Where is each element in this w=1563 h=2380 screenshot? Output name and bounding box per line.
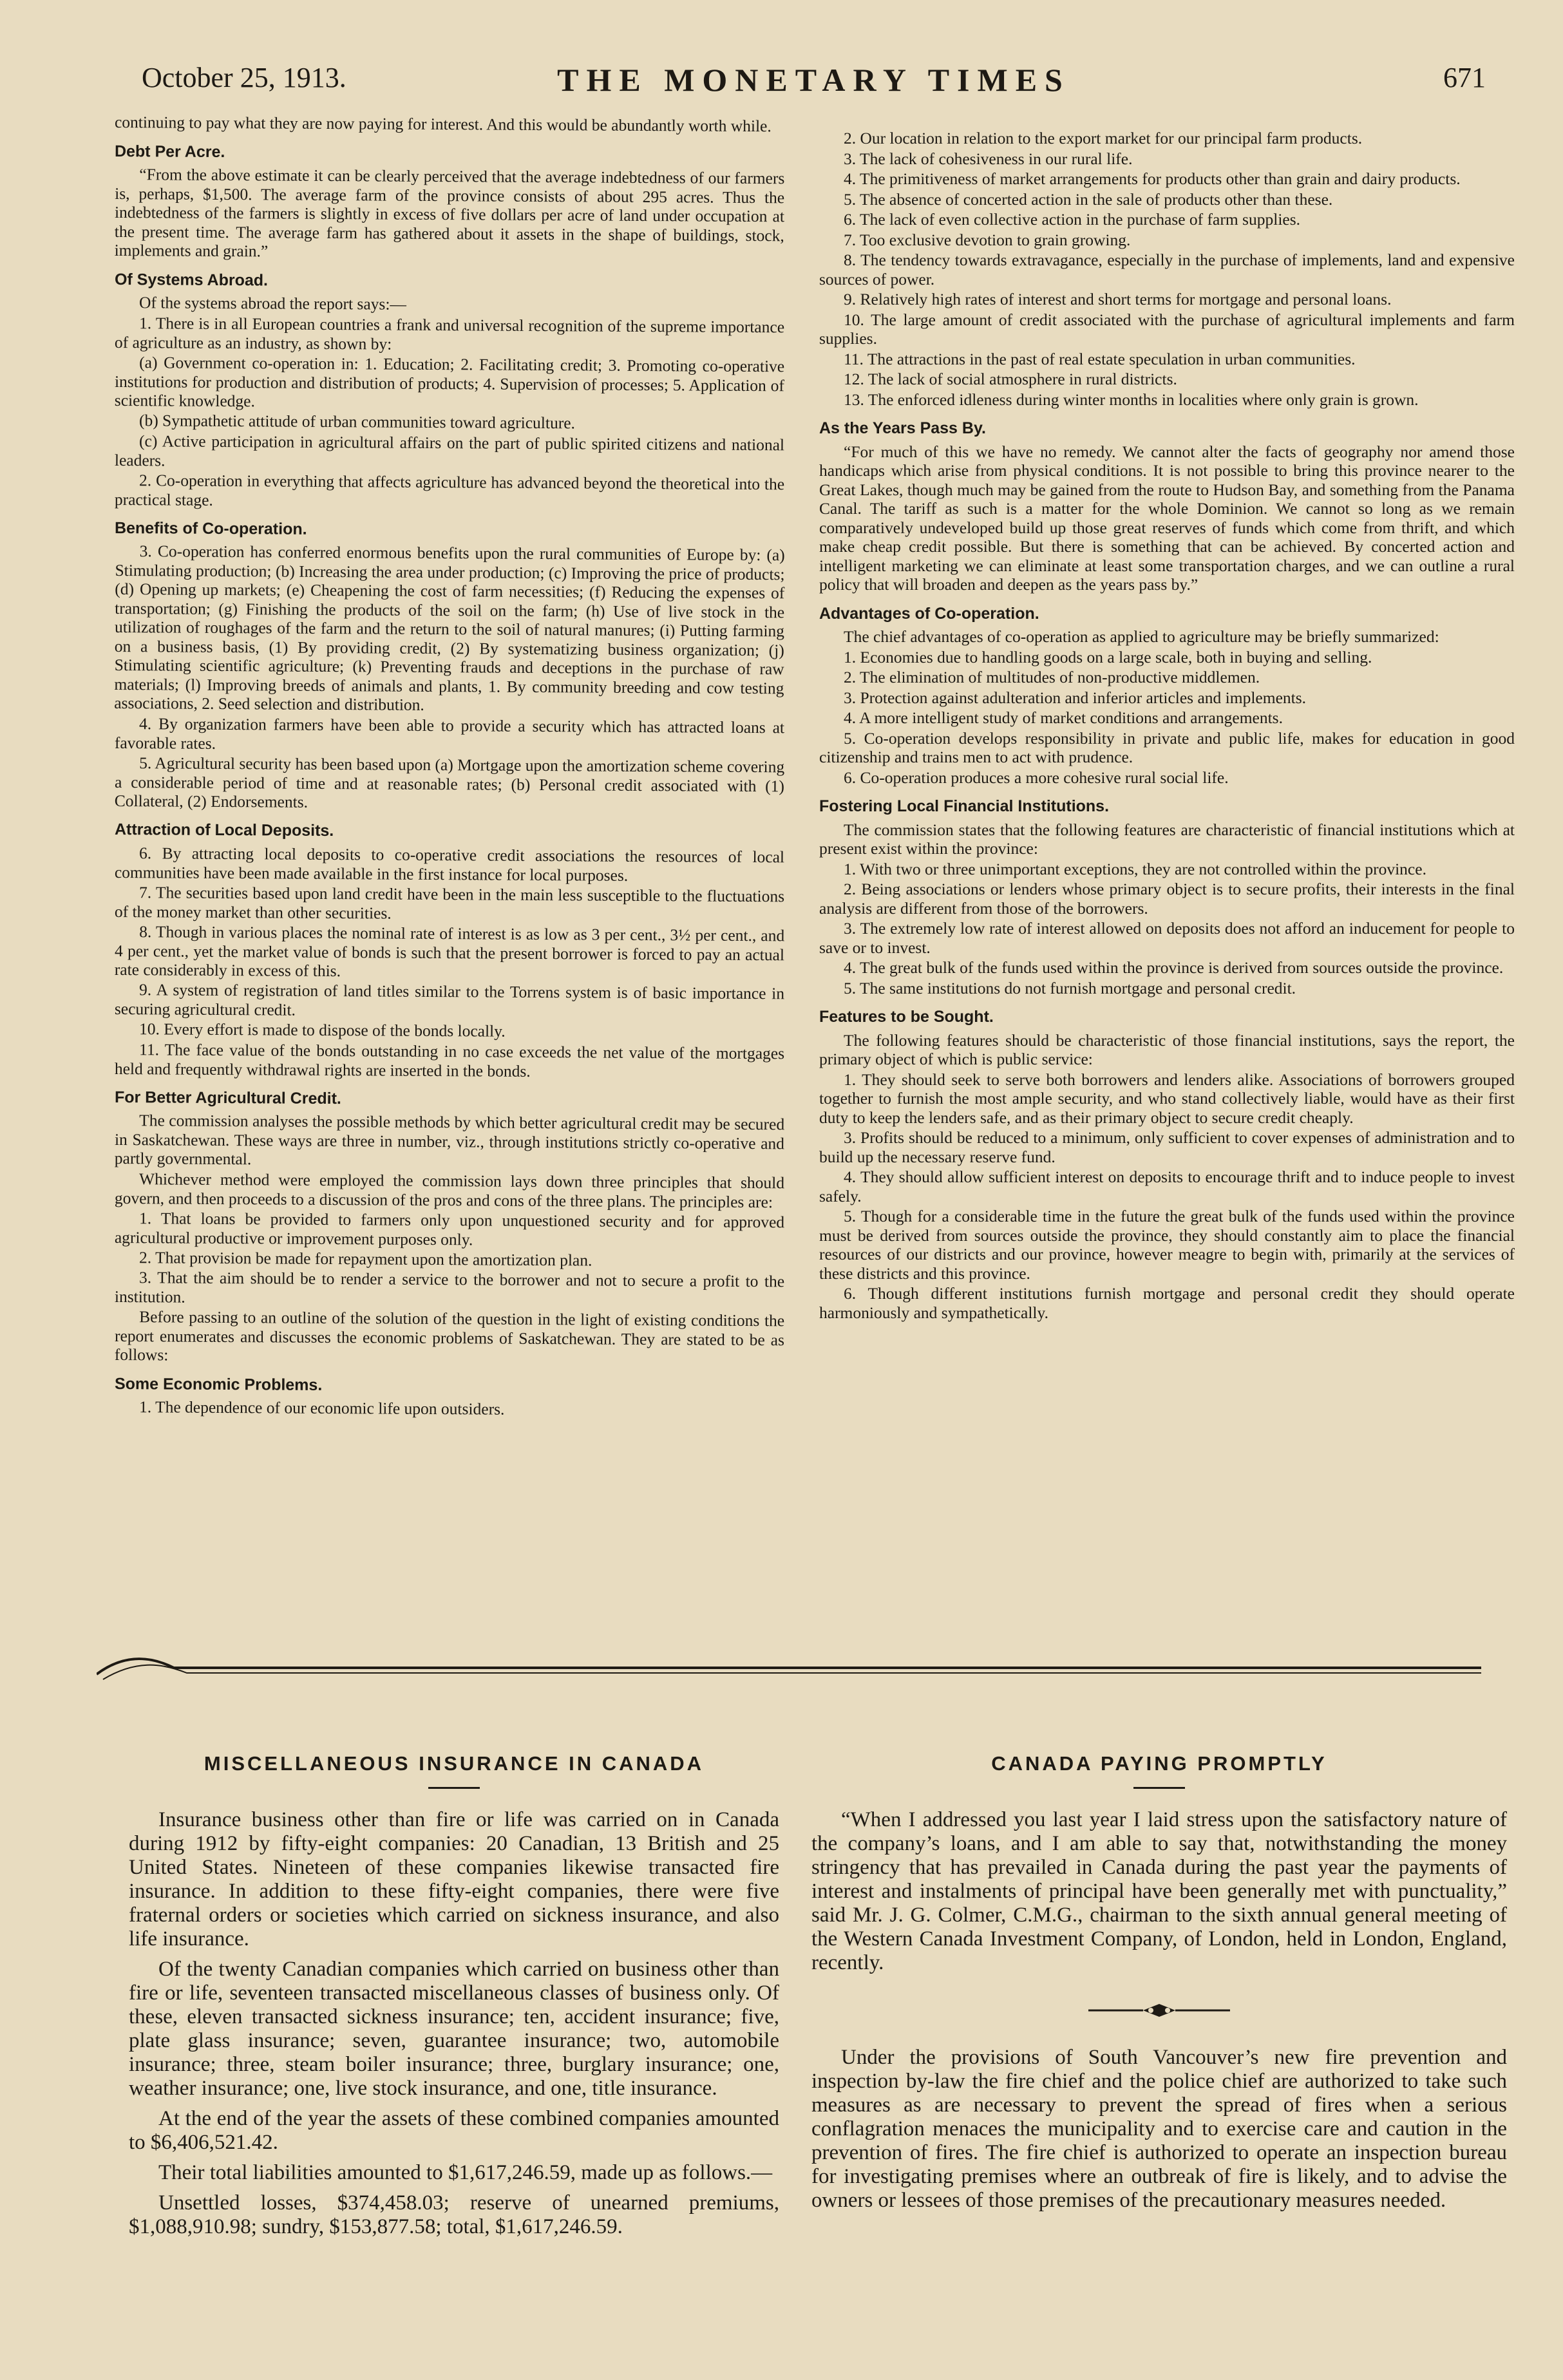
article-miscellaneous-insurance [129,1752,779,2245]
paragraph: 4. A more intelligent study of market conditions and arrangements. [844,708,1283,727]
paragraph: “From the above estimate it can be clearly perceived that the average indebtedness of our farmers is, perhaps, $1,500. The average farm of the province consists of about 295 acres. Thus the indebtedness of the farmers is slightly in excess of five dollars per acre of land under occupation at the present time. The average farm has gathered about it assets in the shape of buildings, stock, implements and grain.” [114,165,785,261]
paragraph: Insurance business other than fire or life was carried on in Canada during 1912 by fifty-eight companies: 20 Canadian, 13 British and 25 United States. Nineteen of these companies likewise transacted fire insurance. In addition to these fifty-eight companies, there were five fraternal orders or societies which carried on sickness insurance, and also life insurance. [129,1808,779,1950]
paragraph: 4. The great bulk of the funds used within the province is derived from sources outside the province. [844,958,1504,977]
section-heading: Benefits of Co-operation. [114,518,307,538]
paragraph: The chief advantages of co-operation as applied to agriculture may be briefly summarized: [844,627,1439,646]
paragraph: 7. The securities based upon land credit have been in the main less susceptible to the fluctuations of the money market than other securities. [114,882,785,922]
paragraph: 4. They should allow sufficient interest on deposits to encourage thrift and to induce people to invest safely. [819,1167,1515,1205]
paragraph: continuing to pay what they are now paying for interest. And this would be abundantly worth while. [114,113,772,136]
paragraph: 2. Being associations or lenders whose primary object is to secure profits, their interests in the final analysis are different from those of the borrowers. [819,880,1515,918]
paragraph: 3. The extremely low rate of interest allowed on deposits does not afford an inducement for people to save or to invest. [819,919,1515,957]
section-heading: Features to be Sought. [819,1008,994,1026]
article-title: CANADA PAYING PROMPTLY [991,1752,1327,1775]
paragraph: 5. Co-operation develops responsibility in private and public life, makes for education in good citizenship and trains men to act with prudence. [819,728,1515,766]
publication-title: THE MONETARY TIMES [557,62,1070,98]
paragraph: Whichever method were employed the commission lays down three principles that should govern, and then proceeds to a discussion of the pros and cons of the three plans. The principles are: [114,1169,785,1211]
paragraph: 3. Profits should be reduced to a minimum, only sufficient to cover expenses of administration and to build up the necessary reserve fund. [819,1128,1515,1166]
page-number: 671 [1443,62,1486,93]
section-heading: As the Years Pass By. [819,419,986,437]
section-heading: Fostering Local Financial Institutions. [819,797,1110,815]
paragraph: Their total liabilities amounted to $1,617,246.59, made up as follows.— [158,2161,773,2184]
paragraph: Before passing to an outline of the solution of the question in the light of existing conditions the report enumerates and discusses the economic problems of Saskatchewan. They are stated to be as follows: [114,1307,785,1365]
paragraph: 1. Economies due to handling goods on a large scale, both in buying and selling. [844,647,1372,666]
paragraph: 5. The same institutions do not furnish mortgage and personal credit. [844,978,1296,997]
paragraph: 2. Co-operation in everything that affects agriculture has advanced beyond the theoretical into the practical stage. [114,470,785,509]
title-rule [1133,1787,1185,1789]
paragraph: 6. By attracting local deposits to co-operative credit associations the resources of local communities have been made available in the first instance for local purposes. [114,843,785,884]
ornament-divider [1088,2001,1230,2020]
paragraph: 5. Though for a considerable time in the future the great bulk of the funds used within the province must be derived from sources outside the province, they should constantly aim to place the financial resources of our districts and our province, however meagre to begin with, primarily at the services of these districts and this province. [819,1207,1515,1283]
paragraph: (b) Sympathetic attitude of urban communities toward agriculture. [138,411,576,433]
paragraph: 5. Agricultural security has been based upon (a) Mortgage upon the amortization scheme covering a considerable period of time and at reasonable rates; (b) Personal credit associated with (1) Collateral, (2) Endorsements. [114,753,785,811]
paragraph: 11. The face value of the bonds outstanding in no case exceeds the net value of the mortgages held and frequently withdrawal rights are inserted in the bonds. [114,1039,785,1080]
masthead [142,61,1486,106]
paragraph: 5. The absence of concerted action in the sale of products other than these. [844,189,1333,209]
issue-date: October 25, 1913. [142,62,346,93]
paragraph: 2. That provision be made for repayment upon the amortization plan. [138,1247,592,1270]
paragraph: The following features should be characteristic of those financial institutions, says the report, the primary object of which is public service: [819,1030,1515,1068]
paragraph: 1. They should seek to serve both borrowers and lenders alike. Associations of borrowers grouped together to furnish the most ample security, and who stand collectively liable, would have as their first duty to keep the lenders safe, and as their primary object to secure credit cheaply. [819,1070,1515,1127]
section-heading: Some Economic Problems. [114,1374,323,1394]
paragraph: 6. Co-operation produces a more cohesive rural social life. [844,768,1229,787]
paragraph: 6. Though different institutions furnish mortgage and personal credit they should operate harmoniously and sympathetically. [819,1284,1515,1322]
paragraph: 8. Though in various places the nominal rate of interest is as low as 3 per cent., 3½ per cent., and 4 per cent., yet the market value of bonds is such that the present borrower is forced to pay an actual rate considerably in excess of this. [114,921,785,980]
paragraph: “For much of this we have no remedy. We cannot alter the facts of geography nor amend those handicaps which arise from physical conditions. It is not possible to bring this province nearer to the Great Lakes, though much may be gained from the route to Hudson Bay, and something from the Panama Canal. The tariff as such is a matter for the whole Dominion. We cannot so long as we remain comparatively undeveloped build up those great reserves of funds which come from thrift, and which make cheap credit possible. But there is something that can be achieved. By concerted action and intelligent marketing we can eliminate at least some transportation charges, and we can outline a rural policy that will broaden and deepen as the years pass by.” [819,442,1515,594]
paragraph: (c) Active participation in agricultural affairs on the part of public spirited citizens and national leaders. [114,431,785,469]
section-heading: Attraction of Local Deposits. [114,820,334,840]
article-canada-paying-promptly [811,1752,1507,2219]
article-body [811,1808,1507,1975]
paragraph: 4. The primitiveness of market arrangements for products other than grain and dairy products. [844,169,1461,188]
article-body [129,1808,779,2239]
paragraph: 1. There is in all European countries a frank and universal recognition of the supreme importance of agriculture as an industry, as shown by: [114,313,785,353]
paragraph: 1. That loans be provided to farmers only upon unquestioned security and for approved agricultural productive or improvement purposes only. [114,1208,785,1249]
paragraph: 1. The dependence of our economic life upon outsiders. [138,1397,505,1419]
section-heading: For Better Agricultural Credit. [114,1088,341,1108]
paragraph: 12. The lack of social atmosphere in rural districts. [844,370,1177,388]
paragraph: The commission states that the following features are characteristic of financial institutions which at present exist within the province: [819,820,1515,858]
paragraph: Of the twenty Canadian companies which carried on business other than fire or life, seventeen transacted miscellaneous classes of business only. Of these, eleven transacted sickness insurance; ten, accident insurance; five, plate glass insurance; seven, guarantee insurance; two, automobile insurance; three, steam boiler insurance; three, burglary insurance; one, weather insurance; one, live stock insurance, and one, title insurance. [129,1958,779,2100]
paragraph: 11. The attractions in the past of real estate speculation in urban communities. [844,349,1356,368]
paragraph: 3. That the aim should be to render a service to the borrower and not to secure a profit to the institution. [114,1268,785,1307]
section-heading: Of Systems Abroad. [114,270,269,289]
right-column [819,129,1515,1323]
paragraph: 7. Too exclusive devotion to grain growing. [844,230,1131,249]
paragraph: “When I addressed you last year I laid stress upon the satisfactory nature of the company’s loans, and I am able to say that, notwithstanding the money stringency that has prevailed in Canada during the past year the payments of interest and instalments of principal have been generally met with punctuality,” said Mr. J. G. Colmer, C.M.G., chairman to the sixth annual general meeting of the Western Canada Investment Company, of London, held in London, England, recently. [811,1808,1507,1974]
section-heading: Advantages of Co-operation. [819,604,1039,623]
paragraph: 9. A system of registration of land titles similar to the Torrens system is of basic importance in securing agricultural credit. [114,980,785,1019]
left-column [115,113,784,1418]
article-title: MISCELLANEOUS INSURANCE IN CANADA [204,1752,705,1775]
paragraph: 4. By organization farmers have been able to provide a security which has attracted loans at favorable rates. [114,713,785,752]
paragraph: 3. The lack of cohesiveness in our rural life. [844,149,1133,168]
paragraph: 6. The lack of even collective action in the purchase of farm supplies. [844,210,1301,229]
title-rule [428,1787,480,1789]
paragraph: 3. Co-operation has conferred enormous benefits upon the rural communities of Europe by: (a) Stimulating production; (b) Increasing the area under production; (c) Improving the price of products; (d) Opening up markets; (e) Cheapening the cost of farm necessities; (f) Reducing the expenses of transportation; (g) Finishing the products of the soil on the farm; (h) Use of live stock in the utilization of roughages of the farm and the return to the soil of natural manures; (i) Putting farming on a business basis, (1) By providing credit, (2) By systematizing business organization; (j) Stimulating scientific agriculture; (k) Preventing frauds and deceptions in the purchase of raw materials; (l) Improving breeds of animals and plants, 1. By community breeding and cow testing associations, 2. Seed selection and distribution. [114,542,785,714]
paragraph: 2. Our location in relation to the export market for our principal farm products. [844,129,1363,147]
paragraph: 13. The enforced idleness during winter months in localities where only grain is grown. [844,390,1419,409]
section-heading: Debt Per Acre. [114,142,225,161]
paragraph: 8. The tendency towards extravagance, especially in the purchase of implements, land and expensive sources of power. [819,250,1515,288]
paragraph: 9. Relatively high rates of interest and short terms for mortgage and personal loans. [844,290,1392,308]
paragraph: 10. The large amount of credit associated with the purchase of agricultural implements and farm supplies. [819,310,1515,348]
paragraph: Unsettled losses, $374,458.03; reserve of unearned premiums, $1,088,910.98; sundry, $153,877.58; total, $1,617,246.59. [129,2191,779,2238]
decorative-wave-rule [97,1648,1481,1687]
article-body-fire-bylaw [811,2046,1507,2213]
paragraph: Under the provisions of South Vancouver’s new fire prevention and inspection by-law the fire chief and the police chief are authorized to take such measures as are necessary to prevent the spread of fires when a serious conflagration menaces the municipality and to exercise care and caution in the prevention of fires. The fire chief is authorized to operate an inspection bureau for investigating premises where an outbreak of fire is likely, and to advise the owners or lessees of those premises of the precautionary measures needed. [811,2046,1507,2212]
paragraph: 10. Every effort is made to dispose of the bonds locally. [138,1019,506,1041]
paragraph: 2. The elimination of multitudes of non-productive middlemen. [844,668,1260,686]
paragraph: (a) Government co-operation in: 1. Education; 2. Facilitating credit; 3. Promoting co-operative institutions for production and distribution of products; 4. Supervision of processes; 5. Application of scientific knowledge. [114,352,785,410]
paragraph: At the end of the year the assets of these combined companies amounted to $6,406,521.42. [129,2107,779,2154]
paragraph: 1. With two or three unimportant exceptions, they are not controlled within the province. [844,859,1426,878]
paragraph: 3. Protection against adulteration and inferior articles and implements. [844,688,1307,707]
paragraph: Of the systems abroad the report says:— [138,293,407,314]
paragraph: The commission analyses the possible methods by which better agricultural credit may be secured in Saskatchewan. These ways are three in number, viz., through institutions strictly co-operative and partly governmental. [114,1111,785,1169]
